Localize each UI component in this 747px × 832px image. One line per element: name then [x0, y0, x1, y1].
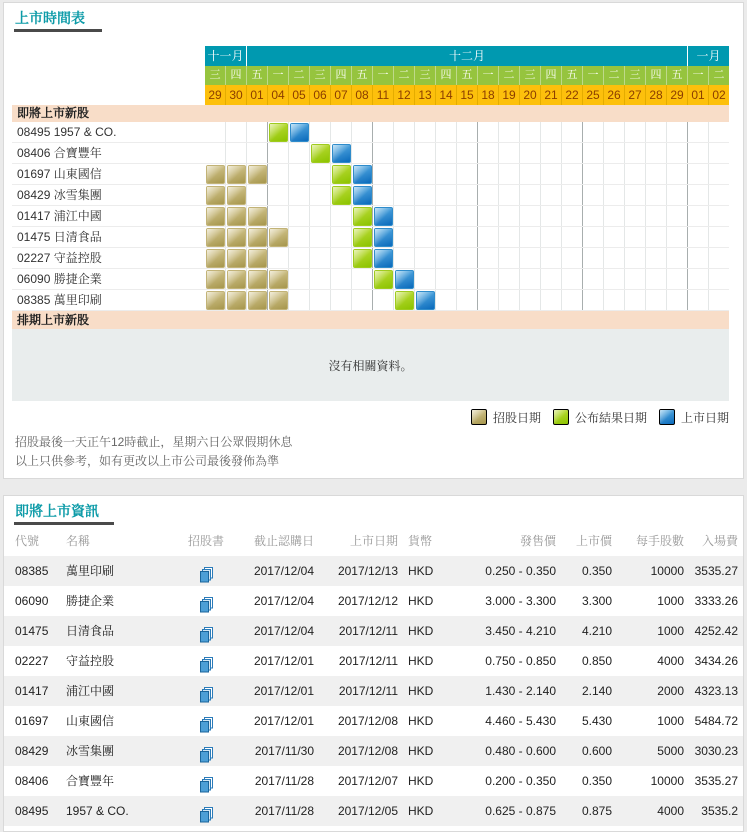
listing-date-cell: [332, 144, 351, 163]
calendar-weekday-cell: 三: [205, 66, 225, 85]
column-header-deadline: 截止認購日: [253, 534, 314, 548]
cell-name: 勝捷企業: [66, 594, 115, 608]
calendar-month-label: 一月: [688, 46, 729, 66]
timetable-row: [12, 290, 729, 311]
subscription-period-cell: [269, 270, 288, 289]
cell-listing_date: 2017/12/07: [337, 774, 398, 788]
subscription-period-cell: [269, 228, 288, 247]
cell-code: 01475: [15, 624, 49, 638]
listing-timetable-panel: [3, 2, 744, 479]
cell-prospectus: [186, 796, 226, 826]
legend-item: [659, 409, 729, 426]
calendar-weekday-cell: 一: [688, 66, 708, 85]
section-header-scheduled: 排期上市新股: [12, 311, 729, 329]
calendar-date-cell: 21: [541, 85, 561, 105]
cell-listing_price: 0.600: [581, 744, 612, 758]
calendar-date-cell: 28: [646, 85, 666, 105]
cell-deadline: 2017/11/30: [254, 744, 314, 758]
listing-date-cell: [416, 291, 435, 310]
listing-info-title: 即將上市資訊: [15, 503, 99, 519]
subscription-period-cell: [206, 249, 225, 268]
table-row: [4, 766, 743, 796]
calendar-weekday-cell: 二: [499, 66, 519, 85]
calendar-weekday-cell: 四: [226, 66, 246, 85]
cell-listing_date: 2017/12/11: [338, 684, 398, 698]
result-date-cell: [269, 123, 288, 142]
no-data-message: 沒有相關資料。: [328, 358, 413, 373]
stock-label: 08385 萬里印刷: [17, 293, 102, 307]
cell-code: 01697: [15, 714, 49, 728]
cell-lot_size: 1000: [657, 594, 684, 608]
table-row: [4, 736, 743, 766]
cell-entry_fee: 3535.2: [701, 804, 738, 818]
cell-listing_price: 0.850: [581, 654, 612, 668]
cell-currency: HKD: [408, 564, 434, 578]
subscription-period-cell: [248, 228, 267, 247]
cell-entry_fee: 3333.26: [694, 594, 738, 608]
cell-lot_size: 1000: [657, 714, 684, 728]
cell-code: 08385: [15, 564, 49, 578]
calendar-weekday-cell: 三: [625, 66, 645, 85]
stock-label: 01417 浦江中國: [17, 209, 102, 223]
cell-deadline: 2017/12/04: [253, 624, 314, 638]
listing-date-cell: [395, 270, 414, 289]
cell-currency: HKD: [408, 624, 434, 638]
table-row: [4, 646, 743, 676]
cell-currency: HKD: [408, 804, 434, 818]
subscription-period-cell: [248, 165, 267, 184]
cell-listing_price: 3.300: [581, 594, 612, 608]
result-date-cell: [353, 249, 372, 268]
cell-offer_price: 0.480 - 0.600: [485, 744, 556, 758]
cell-lot_size: 2000: [657, 684, 684, 698]
cell-prospectus: [186, 706, 226, 736]
calendar-date-cell: 01: [247, 85, 267, 105]
column-header-currency: 貨幣: [408, 534, 433, 548]
cell-entry_fee: 3535.27: [694, 564, 738, 578]
cell-entry_fee: 5484.72: [694, 714, 738, 728]
subscription-period-cell: [227, 165, 246, 184]
timetable-title: 上市時間表: [15, 10, 85, 26]
cell-listing_date: 2017/12/08: [337, 744, 398, 758]
subscription-period-cell: [248, 249, 267, 268]
calendar-date-cell: 07: [331, 85, 351, 105]
cell-listing_date: 2017/12/11: [338, 654, 398, 668]
cell-name: 日清食品: [66, 624, 115, 638]
cell-prospectus: [186, 766, 226, 796]
calendar-weekday-cell: 一: [478, 66, 498, 85]
cell-lot_size: 10000: [650, 564, 684, 578]
cell-lot_size: 10000: [650, 774, 684, 788]
cell-name: 山東國信: [66, 714, 115, 728]
result-legend-swatch: [553, 409, 569, 425]
calendar-weekday-cell: 四: [436, 66, 456, 85]
listing-info-panel: [3, 495, 744, 832]
calendar-date-cell: 19: [499, 85, 519, 105]
table-row: [4, 706, 743, 736]
subscription-period-cell: [206, 165, 225, 184]
calendar-weekday-cell: 五: [667, 66, 687, 85]
footnote-line: 招股最後一天正午12時截止，星期六日公眾假期休息: [15, 435, 293, 449]
cell-lot_size: 4000: [657, 804, 684, 818]
cell-code: 08429: [15, 744, 49, 758]
subscription-period-cell: [227, 228, 246, 247]
cell-listing_price: 0.875: [581, 804, 612, 818]
timetable-row: [12, 122, 729, 143]
subscription-period-cell: [248, 207, 267, 226]
cell-currency: HKD: [408, 594, 434, 608]
calendar-weekday-cell: 三: [415, 66, 435, 85]
cell-name: 守益控股: [66, 654, 115, 668]
timetable-row: [12, 143, 729, 164]
cell-currency: HKD: [408, 654, 434, 668]
cell-code: 01417: [15, 684, 49, 698]
result-date-cell: [374, 270, 393, 289]
cell-prospectus: [186, 556, 226, 586]
calendar-date-cell: 29: [205, 85, 225, 105]
calendar-weekday-cell: 三: [520, 66, 540, 85]
calendar-date-cell: 14: [436, 85, 456, 105]
calendar-weekday-cell: 二: [289, 66, 309, 85]
calendar-date-cell: 22: [562, 85, 582, 105]
table-row: [4, 796, 743, 826]
prospectus-icon[interactable]: [199, 567, 214, 584]
calendar-date-cell: 30: [226, 85, 246, 105]
cell-deadline: 2017/12/01: [253, 684, 314, 698]
cell-prospectus: [186, 676, 226, 706]
cell-prospectus: [186, 736, 226, 766]
calendar-weekday-cell: 四: [541, 66, 561, 85]
table-header-row: [4, 530, 743, 552]
calendar-date-cell: 25: [583, 85, 603, 105]
result-date-cell: [395, 291, 414, 310]
footnote-line: 以上只供參考，如有更改以上市公司最後發佈為準: [15, 454, 280, 468]
cell-entry_fee: 3535.27: [694, 774, 738, 788]
subscription-period-cell: [227, 207, 246, 226]
cell-offer_price: 0.200 - 0.350: [485, 774, 556, 788]
cell-deadline: 2017/12/01: [253, 714, 314, 728]
stock-label: 01475 日清食品: [17, 230, 102, 244]
subscription-period-cell: [206, 186, 225, 205]
cell-listing_date: 2017/12/08: [337, 714, 398, 728]
calendar-weekday-cell: 四: [331, 66, 351, 85]
result-date-cell: [332, 186, 351, 205]
calendar-date-cell: 06: [310, 85, 330, 105]
cell-listing_price: 5.430: [581, 714, 612, 728]
cell-lot_size: 1000: [657, 624, 684, 638]
subscription-period-cell: [227, 291, 246, 310]
cell-offer_price: 3.000 - 3.300: [485, 594, 556, 608]
prospectus-icon[interactable]: [199, 627, 214, 644]
calendar-date-cell: 13: [415, 85, 435, 105]
calendar-date-cell: 01: [688, 85, 708, 105]
cell-entry_fee: 3030.23: [694, 744, 738, 758]
cell-name: 1957 & CO.: [66, 804, 129, 818]
legend-label: 招股日期: [492, 410, 541, 425]
cell-deadline: 2017/12/04: [253, 564, 314, 578]
result-date-cell: [353, 228, 372, 247]
legend-item: [471, 409, 541, 426]
legend: [12, 407, 729, 427]
calendar-weekday-cell: 二: [394, 66, 414, 85]
listing-date-cell: [374, 207, 393, 226]
cell-prospectus: [186, 616, 226, 646]
cell-deadline: 2017/12/04: [253, 594, 314, 608]
stock-label: 08495 1957 & CO.: [17, 125, 117, 139]
column-header-entry_fee: 入場費: [701, 534, 738, 548]
cell-code: 08495: [15, 804, 49, 818]
section-header-upcoming: 即將上市新股: [12, 105, 729, 122]
cell-currency: HKD: [408, 684, 434, 698]
cell-listing_date: 2017/12/12: [337, 594, 398, 608]
column-header-name: 名稱: [66, 534, 91, 548]
cell-listing_date: 2017/12/05: [337, 804, 398, 818]
listing-date-cell: [353, 186, 372, 205]
cell-offer_price: 4.460 - 5.430: [485, 714, 556, 728]
calendar-weekday-cell: 五: [352, 66, 372, 85]
cell-offer_price: 0.750 - 0.850: [485, 654, 556, 668]
title-underline: [14, 29, 102, 32]
column-header-code: 代號: [15, 534, 40, 548]
stock-label: 02227 守益控股: [17, 251, 102, 265]
cell-prospectus: [186, 646, 226, 676]
prospectus-icon[interactable]: [199, 687, 214, 704]
title-underline: [14, 522, 114, 525]
timetable-row: [12, 269, 729, 290]
subscription-legend-swatch: [471, 409, 487, 425]
subscription-period-cell: [227, 186, 246, 205]
result-date-cell: [353, 207, 372, 226]
listing-date-cell: [374, 249, 393, 268]
footnotes: [15, 433, 292, 471]
column-header-offer_price: 發售價: [519, 534, 556, 548]
cell-lot_size: 5000: [657, 744, 684, 758]
table-row: [4, 556, 743, 586]
calendar-date-cell: 27: [625, 85, 645, 105]
stock-label: 08429 冰雪集團: [17, 188, 102, 202]
calendar-date-cell: 18: [478, 85, 498, 105]
cell-code: 06090: [15, 594, 49, 608]
calendar-date-cell: 29: [667, 85, 687, 105]
listing-legend-swatch: [659, 409, 675, 425]
calendar-date-cell: 26: [604, 85, 624, 105]
calendar-weekday-header: [205, 66, 729, 85]
cell-offer_price: 0.625 - 0.875: [485, 804, 556, 818]
subscription-period-cell: [206, 291, 225, 310]
cell-currency: HKD: [408, 774, 434, 788]
calendar-weekday-cell: 一: [268, 66, 288, 85]
cell-code: 02227: [15, 654, 49, 668]
subscription-period-cell: [269, 291, 288, 310]
cell-entry_fee: 4252.42: [694, 624, 738, 638]
cell-offer_price: 0.250 - 0.350: [485, 564, 556, 578]
stock-label: 08406 合寶豐年: [17, 146, 102, 160]
result-date-cell: [311, 144, 330, 163]
cell-listing_price: 0.350: [581, 564, 612, 578]
calendar-weekday-cell: 三: [310, 66, 330, 85]
column-header-listing_price: 上市價: [575, 534, 612, 548]
calendar-weekday-cell: 二: [604, 66, 624, 85]
prospectus-icon[interactable]: [199, 657, 214, 674]
column-header-prospectus: 招股書: [187, 534, 224, 548]
calendar-weekday-cell: 四: [646, 66, 666, 85]
cell-entry_fee: 3434.26: [694, 654, 738, 668]
prospectus-icon[interactable]: [199, 597, 214, 614]
calendar-date-cell: 12: [394, 85, 414, 105]
calendar-date-cell: 11: [373, 85, 393, 105]
cell-lot_size: 4000: [657, 654, 684, 668]
column-header-lot_size: 每手股數: [635, 534, 684, 548]
calendar-month-label: 十二月: [247, 46, 687, 66]
calendar-weekday-cell: 五: [247, 66, 267, 85]
cell-offer_price: 1.430 - 2.140: [485, 684, 556, 698]
prospectus-icon[interactable]: [199, 747, 214, 764]
legend-item: [553, 409, 647, 426]
cell-code: 08406: [15, 774, 49, 788]
table-row: [4, 676, 743, 706]
cell-listing_price: 0.350: [581, 774, 612, 788]
cell-deadline: 2017/11/28: [254, 774, 314, 788]
cell-name: 萬里印刷: [66, 564, 115, 578]
calendar-date-cell: 02: [709, 85, 729, 105]
subscription-period-cell: [206, 270, 225, 289]
cell-name: 冰雪集團: [66, 744, 115, 758]
prospectus-icon[interactable]: [199, 807, 214, 824]
column-header-listing_date: 上市日期: [349, 534, 398, 548]
subscription-period-cell: [248, 291, 267, 310]
prospectus-icon[interactable]: [199, 777, 214, 794]
stock-label: 06090 勝捷企業: [17, 272, 102, 286]
table-row: [4, 616, 743, 646]
subscription-period-cell: [227, 270, 246, 289]
cell-currency: HKD: [408, 744, 434, 758]
cell-name: 浦江中國: [66, 684, 115, 698]
result-date-cell: [332, 165, 351, 184]
calendar-date-cell: 15: [457, 85, 477, 105]
subscription-period-cell: [227, 249, 246, 268]
cell-listing_price: 2.140: [581, 684, 612, 698]
cell-listing_date: 2017/12/11: [338, 624, 398, 638]
cell-prospectus: [186, 586, 226, 616]
calendar-weekday-cell: 五: [457, 66, 477, 85]
listing-date-cell: [290, 123, 309, 142]
calendar-weekday-cell: 一: [583, 66, 603, 85]
cell-currency: HKD: [408, 714, 434, 728]
calendar-date-cell: 05: [289, 85, 309, 105]
cell-name: 合寶豐年: [66, 774, 115, 788]
cell-listing_date: 2017/12/13: [337, 564, 398, 578]
cell-listing_price: 4.210: [581, 624, 612, 638]
subscription-period-cell: [248, 270, 267, 289]
listing-date-cell: [353, 165, 372, 184]
calendar-weekday-cell: 二: [709, 66, 729, 85]
no-data-area: [12, 329, 729, 401]
legend-label: 公布結果日期: [574, 410, 647, 425]
legend-label: 上市日期: [680, 410, 729, 425]
prospectus-icon[interactable]: [199, 717, 214, 734]
calendar-date-cell: 20: [520, 85, 540, 105]
calendar-date-cell: 08: [352, 85, 372, 105]
cell-entry_fee: 4323.13: [694, 684, 738, 698]
listing-date-cell: [374, 228, 393, 247]
cell-deadline: 2017/12/01: [253, 654, 314, 668]
cell-deadline: 2017/11/28: [254, 804, 314, 818]
calendar-weekday-cell: 一: [373, 66, 393, 85]
calendar-month-label: 十一月: [205, 46, 246, 66]
subscription-period-cell: [206, 207, 225, 226]
cell-offer_price: 3.450 - 4.210: [485, 624, 556, 638]
calendar-date-cell: 04: [268, 85, 288, 105]
stock-label: 01697 山東國信: [17, 167, 102, 181]
subscription-period-cell: [206, 228, 225, 247]
calendar-weekday-cell: 五: [562, 66, 582, 85]
calendar-date-header: [205, 85, 729, 105]
table-row: [4, 586, 743, 616]
